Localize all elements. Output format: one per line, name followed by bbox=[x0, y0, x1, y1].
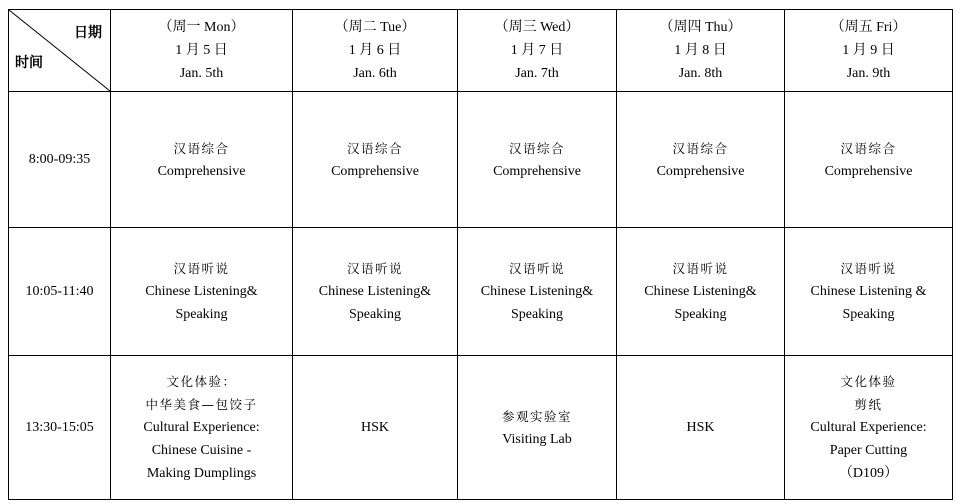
course-name-cn: 汉语听说 bbox=[840, 261, 897, 276]
course-name-en: Comprehensive bbox=[493, 163, 581, 179]
class-cell bbox=[785, 228, 953, 356]
day-header-fri bbox=[785, 10, 953, 92]
course-name-en: Chinese Listening & bbox=[810, 284, 927, 299]
day-header-tue bbox=[293, 10, 458, 92]
day-name: （周四 Thu） bbox=[659, 20, 742, 35]
course-name-en: Speaking bbox=[510, 307, 564, 322]
course-name-en: Speaking bbox=[842, 307, 895, 322]
day-date-cn: 1 月 7 日 bbox=[510, 43, 564, 58]
time-slot-cell: 10:05-11:40 bbox=[9, 228, 111, 356]
course-name-cn: 汉语综合 bbox=[840, 140, 897, 156]
class-cell bbox=[293, 92, 458, 228]
course-name-en: HSK bbox=[360, 420, 389, 435]
day-name: （周五 Fri） bbox=[830, 20, 907, 35]
course-name-en: Speaking bbox=[348, 307, 402, 322]
class-cell bbox=[617, 356, 785, 500]
time-axis-label: 时间 bbox=[15, 55, 43, 71]
day-date-en: Jan. 6th bbox=[353, 66, 397, 81]
day-date-en: Jan. 7th bbox=[515, 66, 559, 81]
time-slot-row bbox=[9, 228, 953, 356]
course-detail-en: Chinese Cuisine - bbox=[151, 443, 252, 458]
day-date-en: Jan. 8th bbox=[678, 66, 723, 81]
class-cell bbox=[111, 356, 293, 500]
class-cell bbox=[785, 356, 953, 500]
course-name-cn: 参观实验室 bbox=[501, 408, 572, 424]
course-detail-cn: 剪纸 bbox=[854, 397, 883, 412]
course-detail-cn: 中华美食—包饺子 bbox=[145, 397, 258, 412]
schedule-table bbox=[8, 9, 953, 500]
course-name-cn: 汉语综合 bbox=[173, 140, 230, 156]
time-slot-row bbox=[9, 356, 953, 500]
course-name-cn: 汉语综合 bbox=[672, 140, 729, 156]
day-date-cn: 1 月 6 日 bbox=[348, 43, 402, 58]
day-date-cn: 1 月 9 日 bbox=[842, 43, 895, 58]
day-date-cn: 1 月 8 日 bbox=[674, 43, 727, 58]
room-label: （D109） bbox=[838, 466, 899, 481]
day-header-mon bbox=[111, 10, 293, 92]
course-name-cn: 汉语听说 bbox=[672, 261, 729, 276]
corner-header-cell bbox=[9, 10, 111, 92]
course-name-en: Chinese Listening& bbox=[480, 284, 594, 299]
day-date-en: Jan. 9th bbox=[846, 66, 891, 81]
course-name-en: Chinese Listening& bbox=[145, 284, 258, 299]
day-name: （周一 Mon） bbox=[158, 20, 245, 35]
course-name-cn: 文化体验 bbox=[840, 374, 897, 389]
class-cell bbox=[458, 228, 617, 356]
course-name-cn: 汉语综合 bbox=[346, 140, 403, 156]
class-cell bbox=[458, 92, 617, 228]
course-detail-en: Making Dumplings bbox=[146, 466, 257, 481]
day-date-cn: 1 月 5 日 bbox=[175, 43, 228, 58]
class-cell bbox=[785, 92, 953, 228]
day-header-wed bbox=[458, 10, 617, 92]
class-cell bbox=[293, 356, 458, 500]
course-name-en: HSK bbox=[686, 420, 715, 435]
course-name-en: Comprehensive bbox=[656, 163, 745, 179]
time-slot-cell: 13:30-15:05 bbox=[9, 356, 111, 500]
header-row bbox=[9, 10, 953, 92]
course-name-en: Comprehensive bbox=[824, 163, 913, 179]
course-name-cn: 汉语听说 bbox=[346, 261, 403, 276]
course-name-en: Chinese Listening& bbox=[644, 284, 757, 299]
course-detail-en: Paper Cutting bbox=[829, 443, 908, 458]
course-name-en: Cultural Experience: bbox=[143, 420, 260, 435]
class-cell bbox=[111, 228, 293, 356]
course-name-en: Visiting Lab bbox=[502, 431, 572, 447]
date-axis-label: 日期 bbox=[74, 25, 102, 41]
course-name-cn: 汉语听说 bbox=[173, 261, 230, 276]
time-slot-row bbox=[9, 92, 953, 228]
course-name-en: Chinese Listening& bbox=[318, 284, 432, 299]
day-name: （周二 Tue） bbox=[334, 20, 416, 35]
day-name: （周三 Wed） bbox=[494, 20, 580, 35]
day-date-en: Jan. 5th bbox=[179, 66, 224, 81]
time-slot-cell: 8:00-09:35 bbox=[9, 92, 111, 228]
course-name-cn: 汉语听说 bbox=[508, 261, 565, 276]
course-name-cn: 文化体验： bbox=[166, 374, 237, 389]
course-name-en: Comprehensive bbox=[331, 163, 419, 179]
day-header-thu bbox=[617, 10, 785, 92]
course-name-en: Comprehensive bbox=[157, 163, 246, 179]
course-name-en: Cultural Experience: bbox=[810, 420, 927, 435]
class-cell bbox=[617, 92, 785, 228]
class-cell bbox=[293, 228, 458, 356]
course-name-en: Speaking bbox=[674, 307, 727, 322]
course-name-cn: 汉语综合 bbox=[508, 140, 565, 156]
class-cell bbox=[617, 228, 785, 356]
class-cell bbox=[458, 356, 617, 500]
class-cell bbox=[111, 92, 293, 228]
course-name-en: Speaking bbox=[175, 307, 228, 322]
